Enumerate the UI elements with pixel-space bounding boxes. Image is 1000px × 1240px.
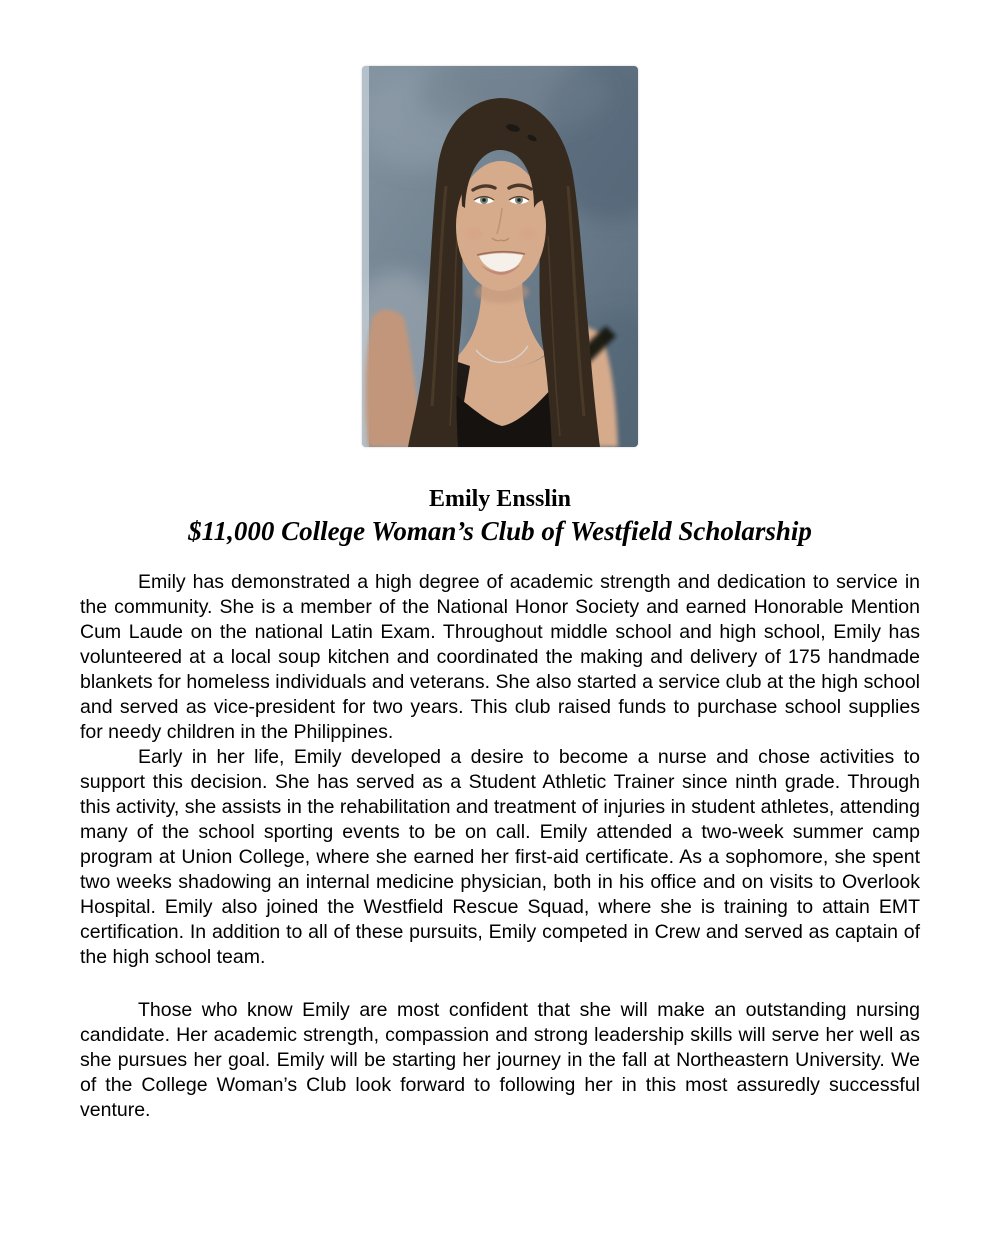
left-cheek-blush [465, 228, 483, 240]
student-name-heading: Emily Ensslin [428, 486, 572, 512]
bio-paragraph-3: Those who know Emily are most confident that she will make an outstanding nursing candidate. Her academic strength, compassion and strong leadership skills will serve her well as she pursues her goal. Emily will be starting her journey in the fall at Northeastern University. We of the College Woman’s Club look forward to following her in this most assuredly successful venture. [80, 999, 920, 1121]
portrait-illustration [362, 66, 638, 447]
heading-block [0, 485, 1000, 547]
bio-paragraph-2: Early in her life, Emily developed a desire to become a nurse and chose activities to support this decision. She has served as a Student Athletic Trainer since ninth grade. Through this activity, she assists in the rehabilitation and treatment of injuries in student athletes, attending many of the school sporting events to be on call. Emily attended a two-week summer camp program at Union College, where she earned her first-aid certificate. As a sophomore, she spent two weeks shadowing an internal medicine physician, both in his office and on visits to Overlook Hospital. Emily also joined the Westfield Rescue Squad, where she is training to attain EMT certification. In addition to all of these pursuits, Emily competed in Crew and served as captain of the high school team. [80, 746, 920, 968]
scholarship-title-heading: $11,000 College Woman’s Club of Westfield Scholarship [188, 516, 812, 546]
biography-text [80, 570, 920, 1123]
right-cheek-blush [519, 228, 537, 240]
student-portrait-photo [362, 66, 638, 447]
bio-paragraph-1: Emily has demonstrated a high degree of academic strength and dedication to service in the community. She is a member of the National Honor Society and earned Honorable Mention Cum Laude on the national Latin Exam. Throughout middle school and high school, Emily has volunteered at a local soup kitchen and coordinated the making and delivery of 175 handmade blankets for homeless individuals and veterans. She also started a service club at the high school and served as vice-president for two years. This club raised funds to purchase school supplies for needy children in the Philippines. [80, 571, 920, 743]
